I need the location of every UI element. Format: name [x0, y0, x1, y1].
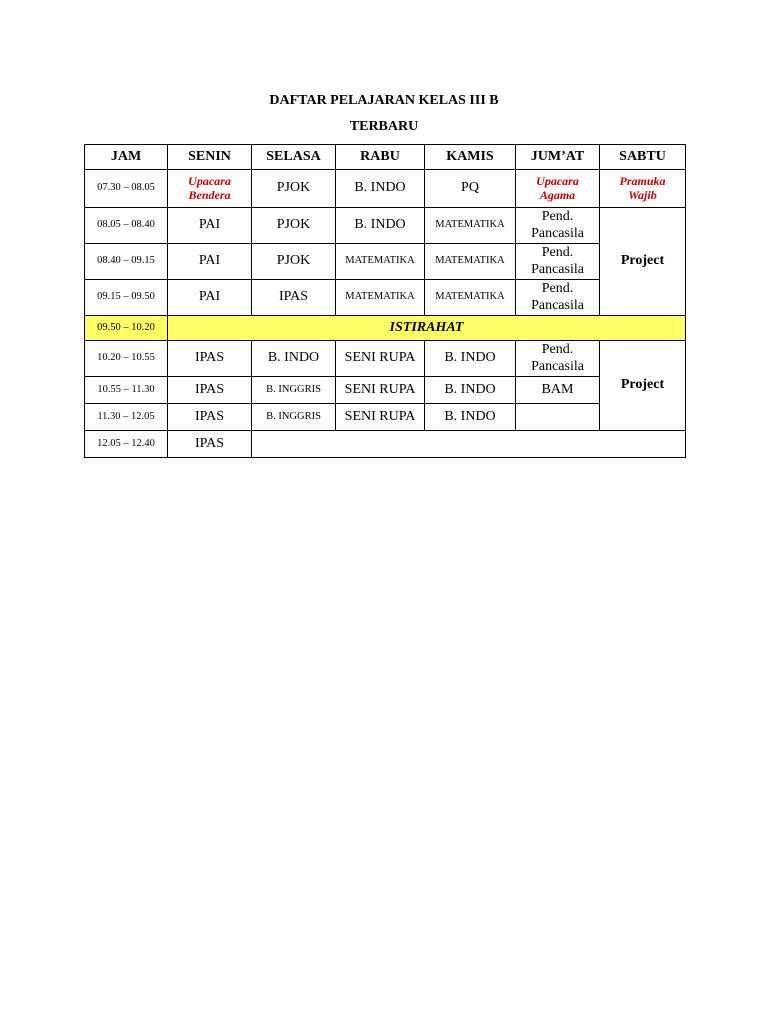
senin-cell: IPAS	[168, 404, 252, 431]
cell-line: Pancasila	[531, 297, 584, 313]
time-cell: 11.30 – 12.05	[85, 404, 168, 431]
senin-cell: IPAS	[168, 341, 252, 377]
header-jumat: JUM’AT	[516, 145, 600, 170]
selasa-cell: B. INGGRIS	[252, 377, 336, 404]
kamis-cell: MATEMATIKA	[425, 244, 516, 280]
cell-line: Upacara	[536, 173, 579, 188]
kamis-cell: MATEMATIKA	[425, 208, 516, 244]
header-jam: JAM	[85, 145, 168, 170]
schedule-table	[84, 144, 686, 458]
page-subtitle: TERBARU	[349, 119, 419, 134]
table-row	[85, 208, 686, 244]
cell-line: Pend.	[541, 281, 574, 297]
time-cell: 08.05 – 08.40	[85, 208, 168, 244]
cell-line: Upacara	[188, 173, 231, 188]
time-cell: 12.05 – 12.40	[85, 431, 168, 458]
header-selasa: SELASA	[252, 145, 336, 170]
jumat-cell	[516, 404, 600, 431]
cell-line: Bendera	[188, 187, 231, 202]
page-title: DAFTAR PELAJARAN KELAS III B	[269, 93, 499, 108]
table-row	[85, 280, 686, 316]
time-cell: 10.20 – 10.55	[85, 341, 168, 377]
cell-line: Wajib	[628, 187, 657, 202]
rabu-cell: MATEMATIKA	[336, 244, 425, 280]
selasa-cell: PJOK	[252, 244, 336, 280]
time-cell: 09.15 – 09.50	[85, 280, 168, 316]
sabtu-cell: Project	[600, 208, 686, 316]
jumat-cell: BAM	[516, 377, 600, 404]
break-row	[85, 316, 686, 341]
cell-line: Agama	[539, 187, 576, 202]
cell-line: Pend.	[541, 342, 574, 358]
senin-cell: IPAS	[168, 377, 252, 404]
selasa-cell: PJOK	[252, 170, 336, 208]
sabtu-cell: Project	[600, 341, 686, 431]
cell-line: Pend.	[541, 245, 574, 261]
table-row	[85, 244, 686, 280]
rabu-cell: MATEMATIKA	[336, 280, 425, 316]
istirahat-cell: ISTIRAHAT	[168, 316, 686, 341]
header-rabu: RABU	[336, 145, 425, 170]
kamis-cell: B. INDO	[425, 404, 516, 431]
jumat-cell	[516, 341, 600, 377]
rabu-cell: B. INDO	[336, 170, 425, 208]
jumat-cell	[516, 170, 600, 208]
selasa-cell: IPAS	[252, 280, 336, 316]
time-cell: 09.50 – 10.20	[85, 316, 168, 341]
cell-line: Pend.	[541, 209, 574, 225]
table-row	[85, 170, 686, 208]
rabu-cell: B. INDO	[336, 208, 425, 244]
header-sabtu: SABTU	[600, 145, 686, 170]
senin-cell: PAI	[168, 208, 252, 244]
time-cell: 08.40 – 09.15	[85, 244, 168, 280]
jumat-cell	[516, 208, 600, 244]
time-cell: 10.55 – 11.30	[85, 377, 168, 404]
table-row	[85, 404, 686, 431]
selasa-cell: B. INGGRIS	[252, 404, 336, 431]
kamis-cell: PQ	[425, 170, 516, 208]
kamis-cell: B. INDO	[425, 341, 516, 377]
cell-line: Pancasila	[531, 225, 584, 241]
senin-cell	[168, 170, 252, 208]
kamis-cell: MATEMATIKA	[425, 280, 516, 316]
senin-cell: IPAS	[168, 431, 252, 458]
kamis-cell: B. INDO	[425, 377, 516, 404]
header-kamis: KAMIS	[425, 145, 516, 170]
senin-cell: PAI	[168, 280, 252, 316]
cell-line: Pramuka	[619, 173, 666, 188]
time-cell: 07.30 – 08.05	[85, 170, 168, 208]
header-row	[85, 145, 686, 170]
rabu-cell: SENI RUPA	[336, 341, 425, 377]
rabu-cell: SENI RUPA	[336, 377, 425, 404]
cell-line: Pancasila	[531, 358, 584, 374]
empty-cell	[252, 431, 686, 458]
table-row	[85, 341, 686, 377]
cell-line: Pancasila	[531, 261, 584, 277]
table-row	[85, 377, 686, 404]
jumat-cell	[516, 244, 600, 280]
selasa-cell: PJOK	[252, 208, 336, 244]
header-senin: SENIN	[168, 145, 252, 170]
rabu-cell: SENI RUPA	[336, 404, 425, 431]
table-row	[85, 431, 686, 458]
jumat-cell	[516, 280, 600, 316]
senin-cell: PAI	[168, 244, 252, 280]
sabtu-cell	[600, 170, 686, 208]
selasa-cell: B. INDO	[252, 341, 336, 377]
